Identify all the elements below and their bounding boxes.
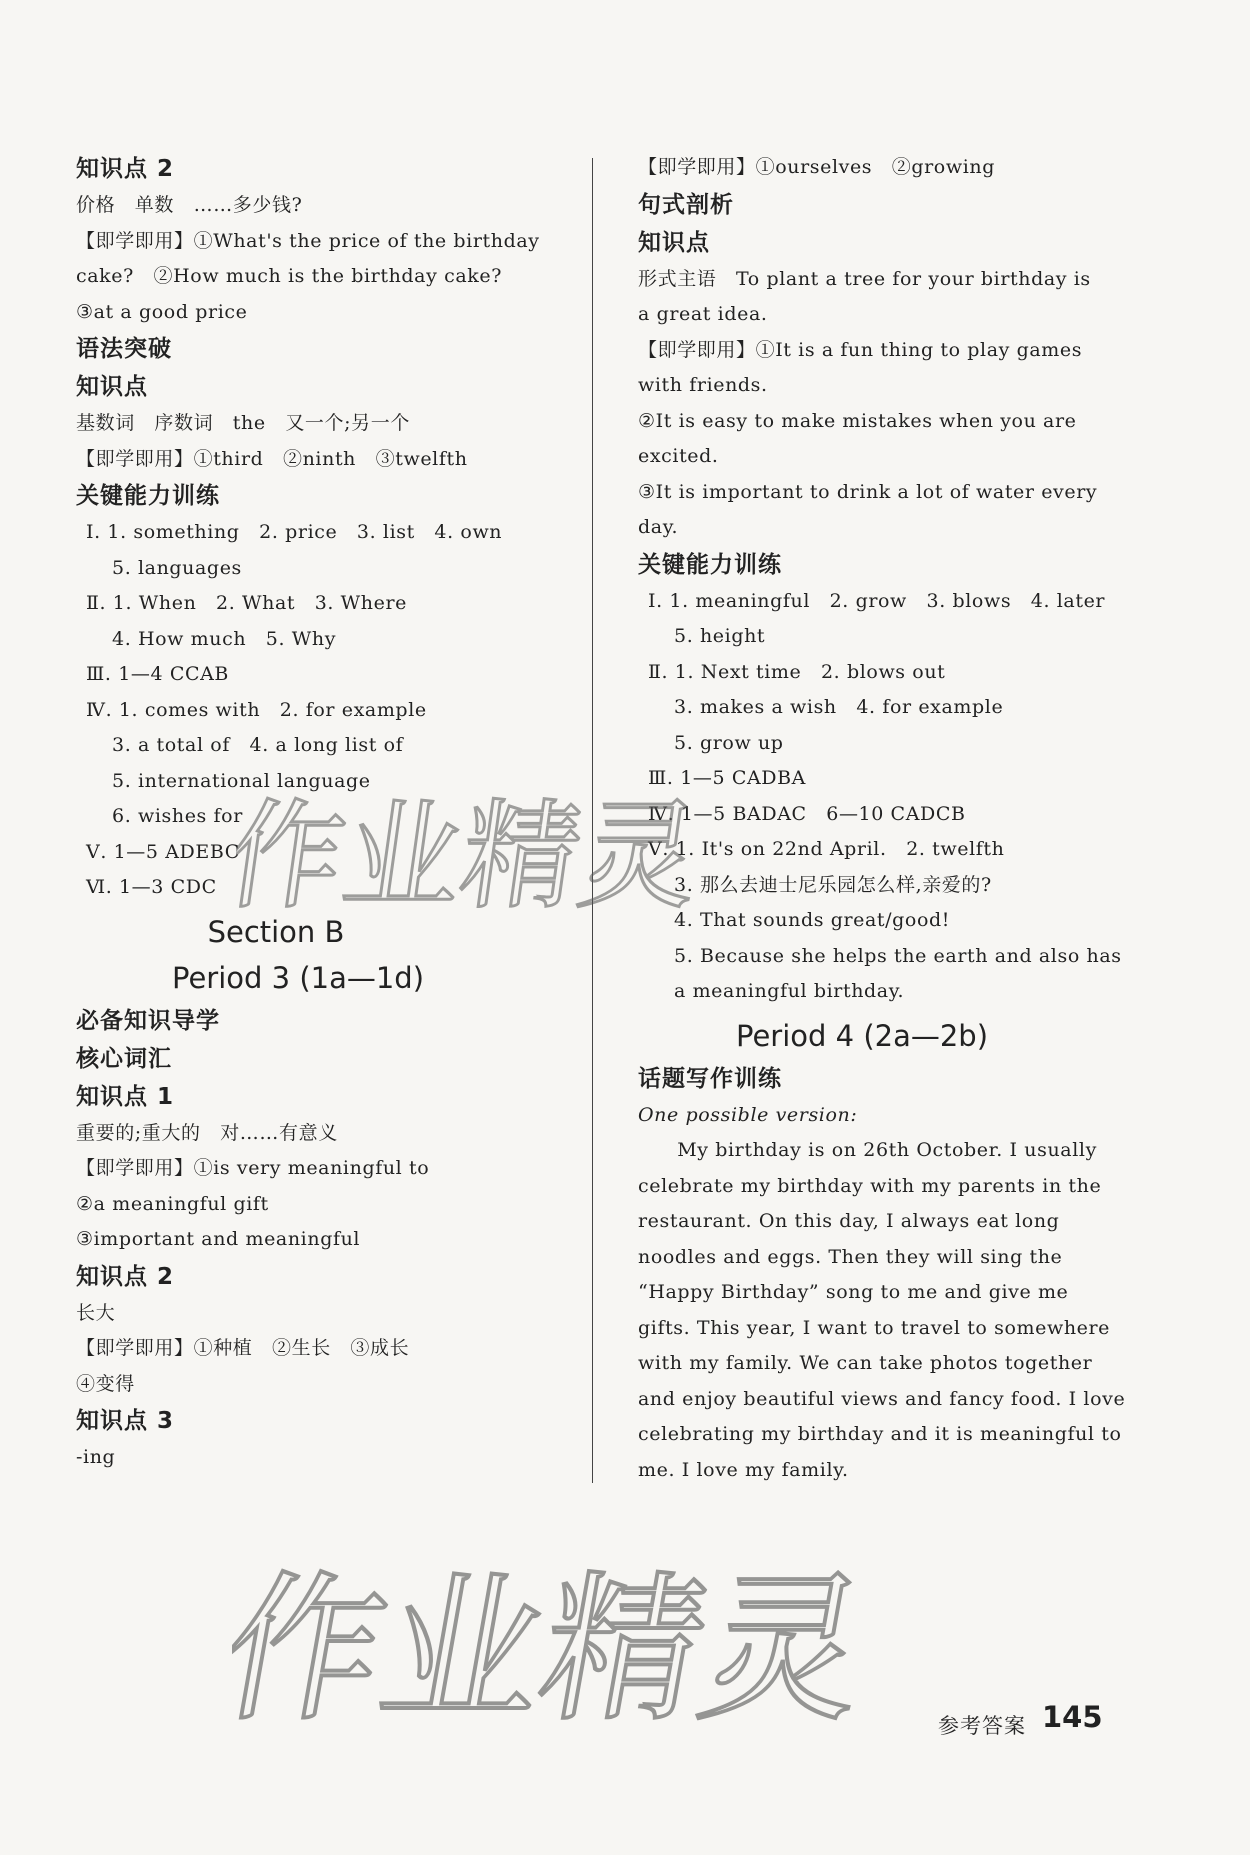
answer-line: Ⅲ. 1—5 CADBA: [648, 767, 806, 789]
text-line: 基数词 序数词 the 又一个;另一个: [76, 412, 410, 434]
answer-line: 4. How much 5. Why: [112, 627, 337, 650]
section-heading: 必备知识导学: [76, 1007, 220, 1034]
section-heading: 句式剖析: [638, 191, 734, 218]
paragraph-line: noodles and eggs. Then they will sing the: [638, 1245, 1063, 1268]
answer-line: a meaningful birthday.: [674, 980, 905, 1002]
paragraph-line: and enjoy beautiful views and fancy food. I love: [638, 1387, 1126, 1410]
text-line: cake? ②How much is the birthday cake?: [76, 265, 502, 287]
section-heading: 关键能力训练: [76, 483, 220, 509]
answer-line: 3. makes a wish 4. for example: [674, 696, 1004, 718]
text-line: 【即学即用】①third ②ninth ③twelfth: [76, 447, 468, 470]
text-line: 【即学即用】①is very meaningful to: [76, 1157, 430, 1179]
answer-line: Ⅱ. 1. Next time 2. blows out: [648, 660, 946, 683]
version-label: One possible version:: [638, 1103, 858, 1126]
answer-line: Ⅰ. 1. meaningful 2. grow 3. blows 4. later: [648, 589, 1106, 612]
text-line: ③at a good price: [76, 300, 248, 323]
answer-line: 4. That sounds great/good!: [674, 909, 950, 931]
answer-line: Ⅵ. 1—3 CDC: [86, 876, 217, 898]
period-title: Period 4 (2a—2b): [736, 1018, 989, 1053]
text-line: 价格 单数 ……多少钱?: [76, 194, 303, 216]
watermark-middle-text: 作业精灵: [236, 787, 708, 925]
answer-line: Ⅴ. 1. It's on 22nd April. 2. twelfth: [648, 838, 1005, 860]
text-line: excited.: [638, 445, 719, 467]
right-column: [638, 150, 1126, 1488]
section-heading: 知识点 2: [76, 156, 175, 182]
text-line: 重要的;重大的 对……有意义: [76, 1121, 338, 1144]
paragraph-line: gifts. This year, I want to travel to somewhere: [638, 1316, 1111, 1339]
text-line: a great idea.: [638, 303, 768, 325]
answer-line: 3. 那么去迪士尼乐园怎么样,亲爱的?: [674, 873, 992, 896]
section-heading: 关键能力训练: [638, 551, 782, 578]
answer-line: Ⅰ. 1. something 2. price 3. list 4. own: [86, 521, 503, 543]
section-title: Section B: [207, 914, 345, 949]
section-heading: 语法突破: [76, 336, 172, 362]
watermark-bottom: [232, 1545, 872, 1735]
text-line: me. I love my family.: [638, 1458, 849, 1481]
section-heading: 知识点 3: [76, 1408, 175, 1434]
text-line: 长大: [76, 1301, 116, 1324]
text-line: ②a meaningful gift: [76, 1192, 269, 1215]
answer-line: 5. languages: [112, 556, 242, 579]
answer-line: 5. Because she helps the earth and also has: [674, 944, 1122, 967]
text-line: ④变得: [76, 1372, 135, 1395]
text-line: 【即学即用】①What's the price of the birthday: [76, 229, 540, 252]
answer-line: 5. international language: [112, 769, 371, 792]
watermark-bottom-text: 作业精灵: [232, 1557, 872, 1735]
section-heading: 知识点 1: [76, 1083, 175, 1110]
section-heading: 话题写作训练: [638, 1065, 782, 1092]
section-heading: 知识点 2: [76, 1263, 175, 1290]
answer-line: 5. height: [674, 625, 766, 647]
paragraph-line: restaurant. On this day, I always eat long: [638, 1210, 1060, 1232]
answer-line: Ⅳ. 1—5 BADAC 6—10 CADCB: [648, 802, 966, 825]
footer-label: 参考答案: [938, 1714, 1026, 1738]
paragraph-line: “Happy Birthday” song to me and give me: [638, 1281, 1069, 1303]
answer-line: 3. a total of 4. a long list of: [112, 734, 404, 756]
paragraph-line: ②It is easy to make mistakes when you are: [638, 409, 1077, 432]
text-line: ③important and meaningful: [76, 1228, 361, 1250]
text-line: 【即学即用】①种植 ②生长 ③成长: [76, 1337, 410, 1359]
paragraph-line: ③It is important to drink a lot of water every: [638, 480, 1098, 503]
section-heading: 核心词汇: [76, 1045, 172, 1072]
page-number: 145: [1042, 1700, 1103, 1734]
paragraph-line: 【即学即用】①It is a fun thing to play games: [638, 338, 1083, 361]
answer-line: Ⅴ. 1—5 ADEBC: [86, 840, 240, 863]
section-heading: 知识点: [638, 229, 710, 256]
paragraph-line: with my family. We can take photos together: [638, 1352, 1093, 1374]
paragraph-line: 形式主语 To plant a tree for your birthday is: [638, 267, 1091, 290]
paragraph-line: celebrating my birthday and it is meaningful to: [638, 1423, 1122, 1445]
paragraph-line: celebrate my birthday with my parents in the: [638, 1174, 1102, 1197]
paragraph-line: My birthday is on 26th October. I usually: [638, 1139, 1097, 1161]
answer-line: Ⅳ. 1. comes with 2. for example: [86, 698, 427, 721]
answer-line: 6. wishes for: [112, 805, 243, 827]
text-line: day.: [638, 516, 679, 538]
answer-line: Ⅱ. 1. When 2. What 3. Where: [86, 592, 408, 614]
answer-line: Ⅲ. 1—4 CCAB: [86, 663, 229, 685]
period-title: Period 3 (1a—1d): [172, 960, 425, 995]
answer-line: 5. grow up: [674, 731, 784, 754]
text-line: 【即学即用】①ourselves ②growing: [638, 156, 995, 178]
text-line: with friends.: [638, 374, 768, 396]
text-line: -ing: [76, 1446, 116, 1468]
column-divider: [592, 158, 593, 1483]
left-column: [76, 150, 576, 1476]
section-heading: 知识点: [76, 374, 148, 400]
